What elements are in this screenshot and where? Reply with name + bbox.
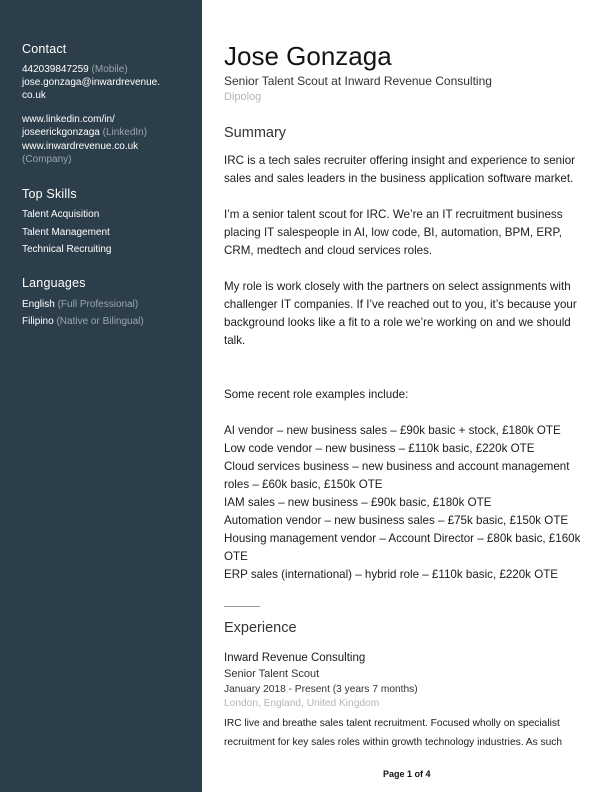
section-divider — [224, 606, 260, 607]
summary-line: IAM sales – new business – £90k basic, £180k OTE — [224, 496, 492, 509]
summary-line: challenger IT companies. If I’ve reached out to you, it’s because your — [224, 298, 577, 311]
language-item — [22, 315, 144, 329]
summary-line: Low code vendor – new business – £110k basic, £220k OTE — [224, 442, 535, 455]
summary-line: Automation vendor – new business sales – £75k basic, £150k OTE — [224, 514, 569, 527]
contact-linkedin-cont[interactable] — [22, 126, 147, 140]
summary-line: Housing management vendor – Account Director – £80k basic, £160k — [224, 532, 581, 545]
summary-line: talk. — [224, 334, 246, 347]
contact-email-cont[interactable]: co.uk — [22, 90, 46, 101]
phone-number: 442039847259 — [22, 64, 89, 75]
skill-item: Talent Management — [22, 227, 110, 238]
summary-heading: Summary — [224, 125, 287, 141]
skill-item: Technical Recruiting — [22, 244, 112, 255]
summary-line: OTE — [224, 550, 248, 563]
page-number: Page 1 of 4 — [383, 769, 431, 779]
contact-linkedin[interactable]: www.linkedin.com/in/ — [22, 114, 115, 125]
summary-line: placing IT salespeople in AI, low code, BI, automation, BPM, ERP, — [224, 226, 562, 239]
headline: Senior Talent Scout at Inward Revenue Consulting — [224, 74, 492, 88]
top-skills-heading: Top Skills — [22, 187, 77, 201]
language-item — [22, 298, 138, 312]
sidebar — [0, 0, 202, 792]
summary-line: AI vendor – new business sales – £90k basic + stock, £180k OTE — [224, 424, 561, 437]
company-name: Inward Revenue Consulting — [224, 652, 366, 664]
role-dates: January 2018 - Present (3 years 7 months) — [224, 684, 418, 695]
phone-type: (Mobile) — [91, 64, 128, 75]
linkedin-handle[interactable]: joseerickgonzaga — [22, 127, 100, 138]
experience-heading: Experience — [224, 620, 297, 636]
summary-line: IRC is a tech sales recruiter offering insight and experience to senior — [224, 154, 575, 167]
location: Dipolog — [224, 91, 262, 103]
summary-line: I’m a senior talent scout for IRC. We’re an IT recruitment business — [224, 208, 563, 221]
summary-line: ERP sales (international) – hybrid role – £110k basic, £220k OTE — [224, 568, 559, 581]
person-name: Jose Gonzaga — [224, 41, 392, 71]
language-level: (Native or Bilingual) — [56, 316, 144, 327]
summary-line: My role is work closely with the partners on select assignments with — [224, 280, 571, 293]
summary-line: background looks like a fit to a role we’re working on and we should — [224, 316, 571, 329]
contact-heading: Contact — [22, 42, 67, 56]
contact-website[interactable]: www.inwardrevenue.co.uk — [22, 141, 139, 152]
summary-line: Cloud services business – new business and account management — [224, 460, 570, 473]
role-description-line: IRC live and breathe sales talent recruitment. Focused wholly on specialist — [224, 718, 560, 729]
languages-heading: Languages — [22, 276, 86, 290]
contact-email[interactable]: jose.gonzaga@inwardrevenue. — [22, 77, 161, 88]
summary-line: roles – £60k basic, £150k OTE — [224, 478, 383, 491]
role-title: Senior Talent Scout — [224, 668, 320, 680]
summary-line: Some recent role examples include: — [224, 388, 409, 401]
language-name: English — [22, 299, 55, 310]
website-type: (Company) — [22, 154, 72, 165]
language-name: Filipino — [22, 316, 54, 327]
summary-line: sales and sales leaders in the business application software market. — [224, 172, 574, 185]
role-location: London, England, United Kingdom — [224, 698, 380, 709]
skill-item: Talent Acquisition — [22, 209, 100, 220]
contact-phone — [22, 63, 128, 77]
linkedin-type: (LinkedIn) — [102, 127, 148, 138]
language-level: (Full Professional) — [57, 299, 139, 310]
summary-line: CRM, medtech and cloud services roles. — [224, 244, 433, 257]
role-description-line: recruitment for key sales roles within growth technology industries. As such — [224, 737, 563, 748]
